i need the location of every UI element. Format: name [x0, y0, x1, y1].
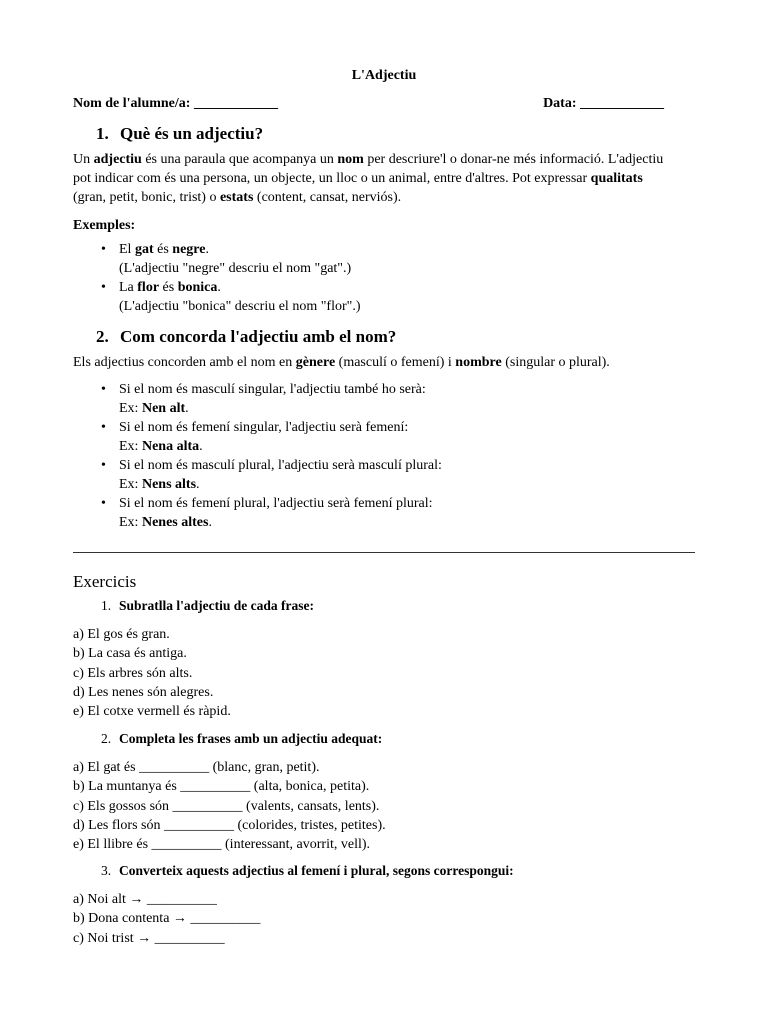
exercise-line: c) Els gossos són __________ (valents, cansats, lents). [73, 798, 380, 814]
example-text: flor [137, 280, 160, 295]
rule-item [97, 418, 442, 456]
exercise-line: b) Dona contenta → __________ [73, 911, 261, 927]
rule-item [97, 456, 442, 494]
exercise-line: c) Noi trist → __________ [73, 930, 225, 946]
rule-example-prefix: Ex: [119, 401, 142, 416]
header-row [73, 96, 664, 112]
exercise-number: 1. [101, 598, 112, 613]
paragraph-text: nom [337, 152, 364, 167]
example-sentence [119, 278, 361, 297]
example-item [97, 278, 361, 316]
section2-heading [96, 327, 396, 347]
section1-paragraph [73, 150, 673, 207]
section2-paragraph [73, 353, 713, 372]
paragraph-text: per descriure'l o donar-ne més informació. L'adjectiu pot indicar com és una persona, un objecte, un lloc o un animal, entre d'altres. Pot expressar [73, 152, 664, 186]
exercise-line: e) El cotxe vermell és ràpid. [73, 704, 231, 720]
rule-example [119, 437, 442, 456]
rule-example [119, 399, 442, 418]
page-title: L'Adjectiu [351, 68, 417, 83]
examples-label: Exemples: [73, 218, 136, 233]
example-sentence [119, 240, 361, 259]
rule-text: • Si el nom és femení singular, l'adjectiu serà femení: [119, 420, 409, 435]
exercise-number: 3. [101, 863, 112, 878]
example-text: El [119, 242, 135, 257]
rule-example [119, 475, 442, 494]
rule-example-word: Nen alt [141, 401, 186, 416]
rule-example-prefix: Ex: [119, 477, 142, 492]
example-text: . [217, 280, 221, 295]
name-label: Nom de l'alumne/a: ____________ [73, 96, 278, 111]
rule-text: • Si el nom és femení plural, l'adjectiu serà femení plural: [119, 496, 433, 511]
rule-example-word: Nena alta [141, 439, 200, 454]
rule-example-suffix: . [208, 515, 212, 530]
paragraph-text: nombre [455, 355, 502, 370]
paragraph-text: estats [219, 190, 254, 205]
paragraph-text: qualitats [590, 171, 643, 186]
rule-example-prefix: Ex: [119, 515, 142, 530]
exercise-number: 2. [101, 731, 112, 746]
horizontal-divider [73, 552, 695, 553]
exercises-title: Exercicis [73, 572, 137, 591]
paragraph-text: Un [73, 152, 94, 167]
rule-example [119, 513, 442, 532]
exercise-line: e) El llibre és __________ (interessant, avorrit, vell). [73, 837, 371, 853]
rule-example-word: Nens alts [141, 477, 197, 492]
paragraph-text: (content, cansat, nerviós). [253, 190, 402, 205]
exercise-line: d) Les nenes són alegres. [73, 684, 214, 700]
exercise-line: d) Les flors són __________ (colorides, tristes, petites). [73, 817, 386, 833]
section2-number: 2. [96, 327, 109, 346]
rule-example-suffix: . [196, 477, 200, 492]
exercise-instruction: Converteix aquests adjectius al femení i plural, segons correspongui: [119, 863, 514, 878]
paragraph-text: Els adjectius concorden amb el nom en [73, 355, 296, 370]
exercise-heading [101, 598, 314, 614]
exercise-line: a) Noi alt → __________ [73, 892, 217, 907]
rule-example-suffix: . [185, 401, 189, 416]
rule-item [97, 494, 442, 532]
exercise-lines [73, 625, 231, 721]
rule-item [97, 380, 442, 418]
example-text: negre [172, 242, 206, 257]
exercise-line: c) Els arbres són alts. [73, 665, 193, 681]
example-explanation: (L'adjectiu "bonica" descriu el nom "flor".) [119, 299, 361, 314]
paragraph-text: adjectiu [93, 152, 142, 167]
example-text: bonica [177, 280, 218, 295]
rule-example-word: Nenes altes [141, 515, 209, 530]
paragraph-text: és una paraula que acompanya un [141, 152, 338, 167]
example-text: gat [134, 242, 154, 257]
example-text: és [159, 280, 178, 295]
rule-text: • Si el nom és masculí singular, l'adjectiu també ho serà: [119, 382, 426, 397]
exercise-lines [73, 890, 260, 948]
rules-list [97, 380, 442, 532]
exercise-line: b) La muntanya és __________ (alta, bonica, petita). [73, 779, 370, 795]
example-text: és [153, 242, 173, 257]
section1-heading [96, 124, 263, 144]
exercise-instruction: Subratlla l'adjectiu de cada frase: [119, 598, 314, 613]
exercise-line: a) El gat és __________ (blanc, gran, petit). [73, 760, 320, 775]
paragraph-text: (singular o plural). [501, 355, 610, 370]
examples-list [97, 240, 361, 316]
exercise-heading [101, 731, 382, 747]
rule-text: • Si el nom és masculí plural, l'adjectiu serà masculí plural: [119, 458, 442, 473]
exercise-line: b) La casa és antiga. [73, 646, 187, 662]
exercise-lines [73, 758, 386, 854]
section1-number: 1. [96, 124, 109, 143]
paragraph-text: (gran, petit, bonic, trist) o [73, 190, 220, 205]
exercise-line: a) El gos és gran. [73, 627, 170, 642]
example-explanation: (L'adjectiu "negre" descriu el nom "gat".) [119, 261, 352, 276]
paragraph-text: (masculí o femení) i [335, 355, 456, 370]
section2-title: Com concorda l'adjectiu amb el nom? [120, 327, 397, 346]
date-label: Data: ____________ [543, 96, 664, 111]
example-text: . [205, 242, 209, 257]
section1-title: Què és un adjectiu? [120, 124, 264, 143]
rule-example-prefix: Ex: [119, 439, 142, 454]
paragraph-text: gènere [295, 355, 336, 370]
exercise-heading [101, 863, 514, 879]
exercise-instruction: Completa les frases amb un adjectiu adequat: [119, 731, 383, 746]
example-text: La [119, 280, 138, 295]
example-item [97, 240, 361, 278]
rule-example-suffix: . [199, 439, 203, 454]
